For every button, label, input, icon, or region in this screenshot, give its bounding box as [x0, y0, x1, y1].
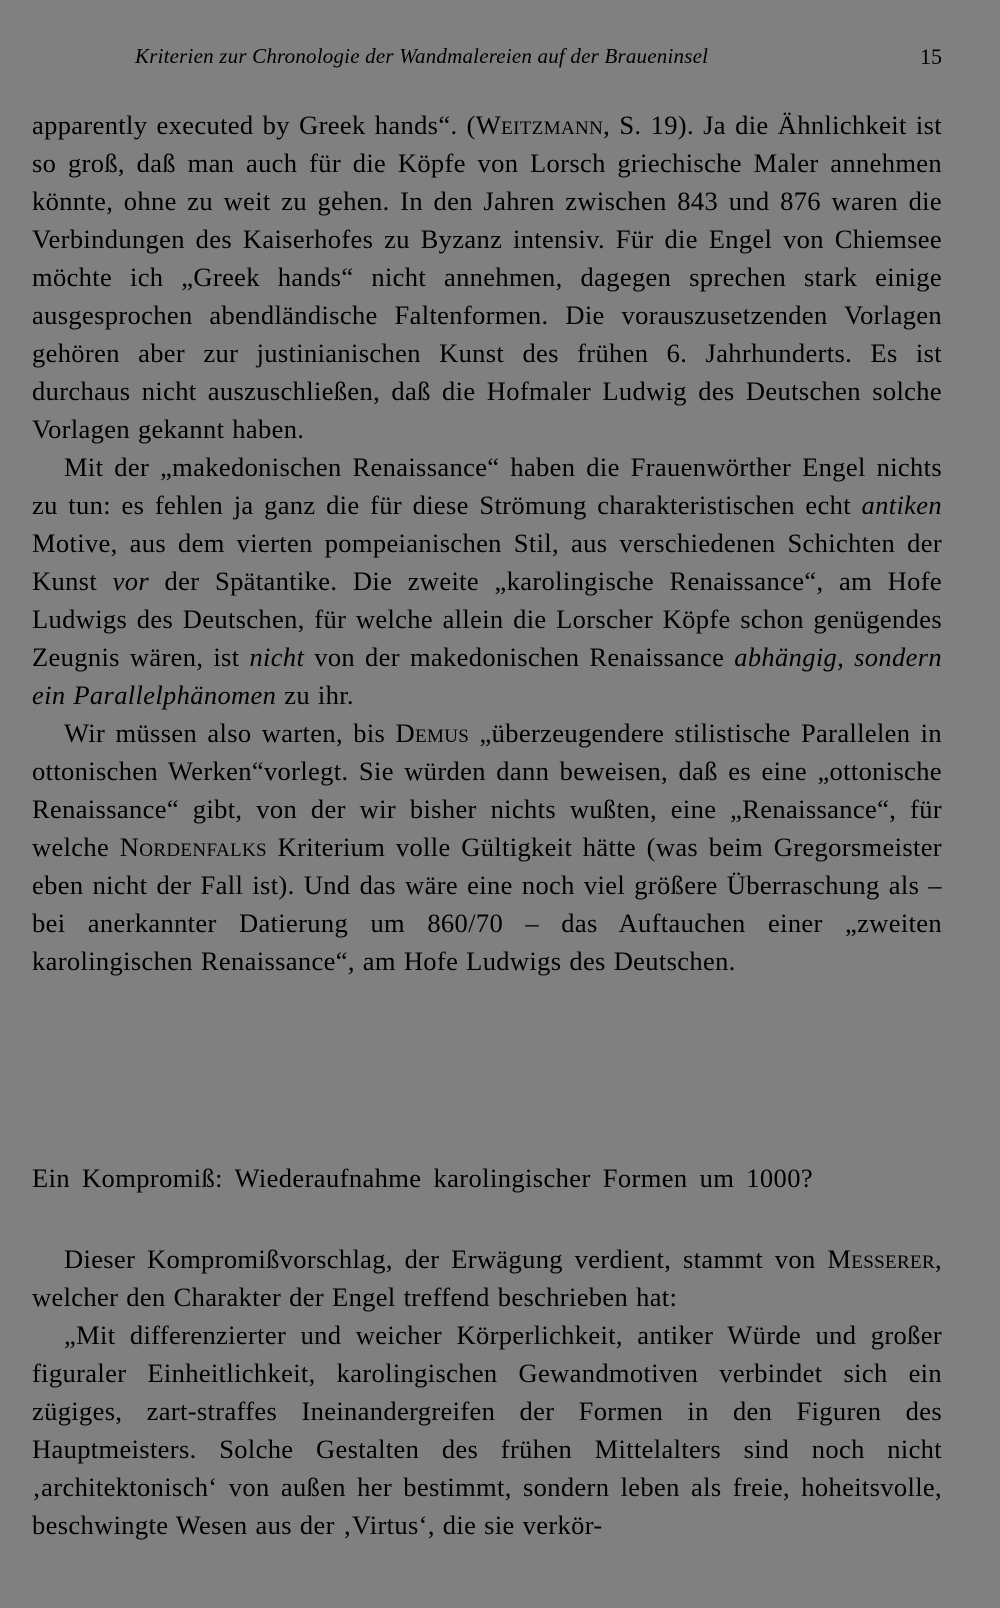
section-text: [32, 1240, 942, 1544]
text-run: Kriterium volle Gültigkeit hätte (was beim Gregorsmeister eben nicht der Fall ist). Und das wäre eine noch viel größere Überraschung als – bei anerkannter Datierung um 860/70 – das Auftauchen einer „zweiten karolingischen Renaissance“, am Hofe Ludwigs des Deutschen.: [32, 832, 942, 976]
text-run: „überzeugendere stilistische Parallelen in ottonischen Werken“vorlegt. Sie würden dann beweisen, daß es eine „ottonische Renaissance“ gibt, von der wir bisher nichts wußten, eine „Renaissance“, für welche: [32, 718, 942, 862]
emphasis: abhängig, sondern ein Parallelphänomen: [32, 642, 942, 710]
text-run: der Spätantike. Die zweite „karolingische Renaissance“, am Hofe Ludwigs des Deutschen, für welche allein die Lorscher Köpfe schon genügendes Zeugnis wären, ist: [32, 566, 942, 672]
author-name-messerer: Messerer: [827, 1244, 936, 1274]
emphasis: vor: [112, 566, 149, 596]
section-heading: Ein Kompromiß: Wiederaufnahme karolingischer Formen um 1000?: [32, 1163, 814, 1193]
text-run: apparently executed by Greek hands“. (: [32, 110, 476, 140]
author-name-nordenfalk: Nordenfalks: [119, 832, 267, 862]
author-name-weitzmann: Weitzmann: [475, 110, 604, 140]
text-run: zu ihr.: [276, 680, 354, 710]
paragraph-3: [32, 714, 942, 980]
emphasis: antiken: [861, 490, 942, 520]
text-run: Mit der „makedonischen Renaissance“ haben die Frauenwörther Engel nichts zu tun: es fehlen ja ganz die für diese Strömung charakteristischen echt: [32, 452, 942, 520]
text-run: , S. 19). Ja die Ähnlichkeit ist so groß, daß man auch für die Köpfe von Lorsch griechische Maler annehmen könnte, ohne zu weit zu gehen. In den Jahren zwischen 843 und 876 waren die Verbindungen des Kaiserhofes zu Byzanz intensiv. Für die Engel von Chiemsee möchte ich „Greek hands“ nicht annehmen, dagegen sprechen stark einige ausgesprochen abendländische Faltenformen. Die vorauszusetzenden Vorlagen gehören aber zur justinianischen Kunst des frühen 6. Jahrhunderts. Es ist durchaus nicht auszuschließen, daß die Hofmaler Ludwig des Deutschen solche Vorlagen gekannt haben.: [32, 110, 942, 444]
quotation-paragraph: „Mit differenzierter und weicher Körperlichkeit, antiker Würde und großer figuraler Einheitlichkeit, karolingischen Gewandmotiven verbindet sich ein zügiges, zart-straffes Ineinandergreifen der Formen in den Figuren des Hauptmeisters. Solche Gestalten des frühen Mittelalters sind noch nicht ‚architektonisch‘ von außen her bestimmt, sondern leben als freie, hoheitsvolle, beschwingte Wesen aus der ‚Virtus‘, die sie verkör-: [32, 1320, 942, 1540]
text-run: , welcher den Charakter der Engel treffend beschrieben hat:: [32, 1244, 942, 1312]
paragraph-4: [32, 1240, 942, 1316]
text-run: von der makedonischen Renaissance: [304, 642, 735, 672]
paragraph-2: [32, 448, 942, 714]
emphasis: nicht: [249, 642, 305, 672]
text-run: Wir müssen also warten, bis: [64, 718, 396, 748]
running-title: Kriterien zur Chronologie der Wandmalereien auf der Braueninsel: [135, 44, 709, 68]
author-name-demus: Demus: [395, 718, 470, 748]
paragraph-1: [32, 106, 942, 448]
page-number: 15: [920, 44, 942, 69]
text-run: Motive, aus dem vierten pompeianischen Stil, aus verschiedenen Schichten der Kunst: [32, 528, 942, 596]
main-text: [32, 106, 942, 980]
text-run: Dieser Kompromißvorschlag, der Erwägung verdient, stammt von: [64, 1244, 828, 1274]
